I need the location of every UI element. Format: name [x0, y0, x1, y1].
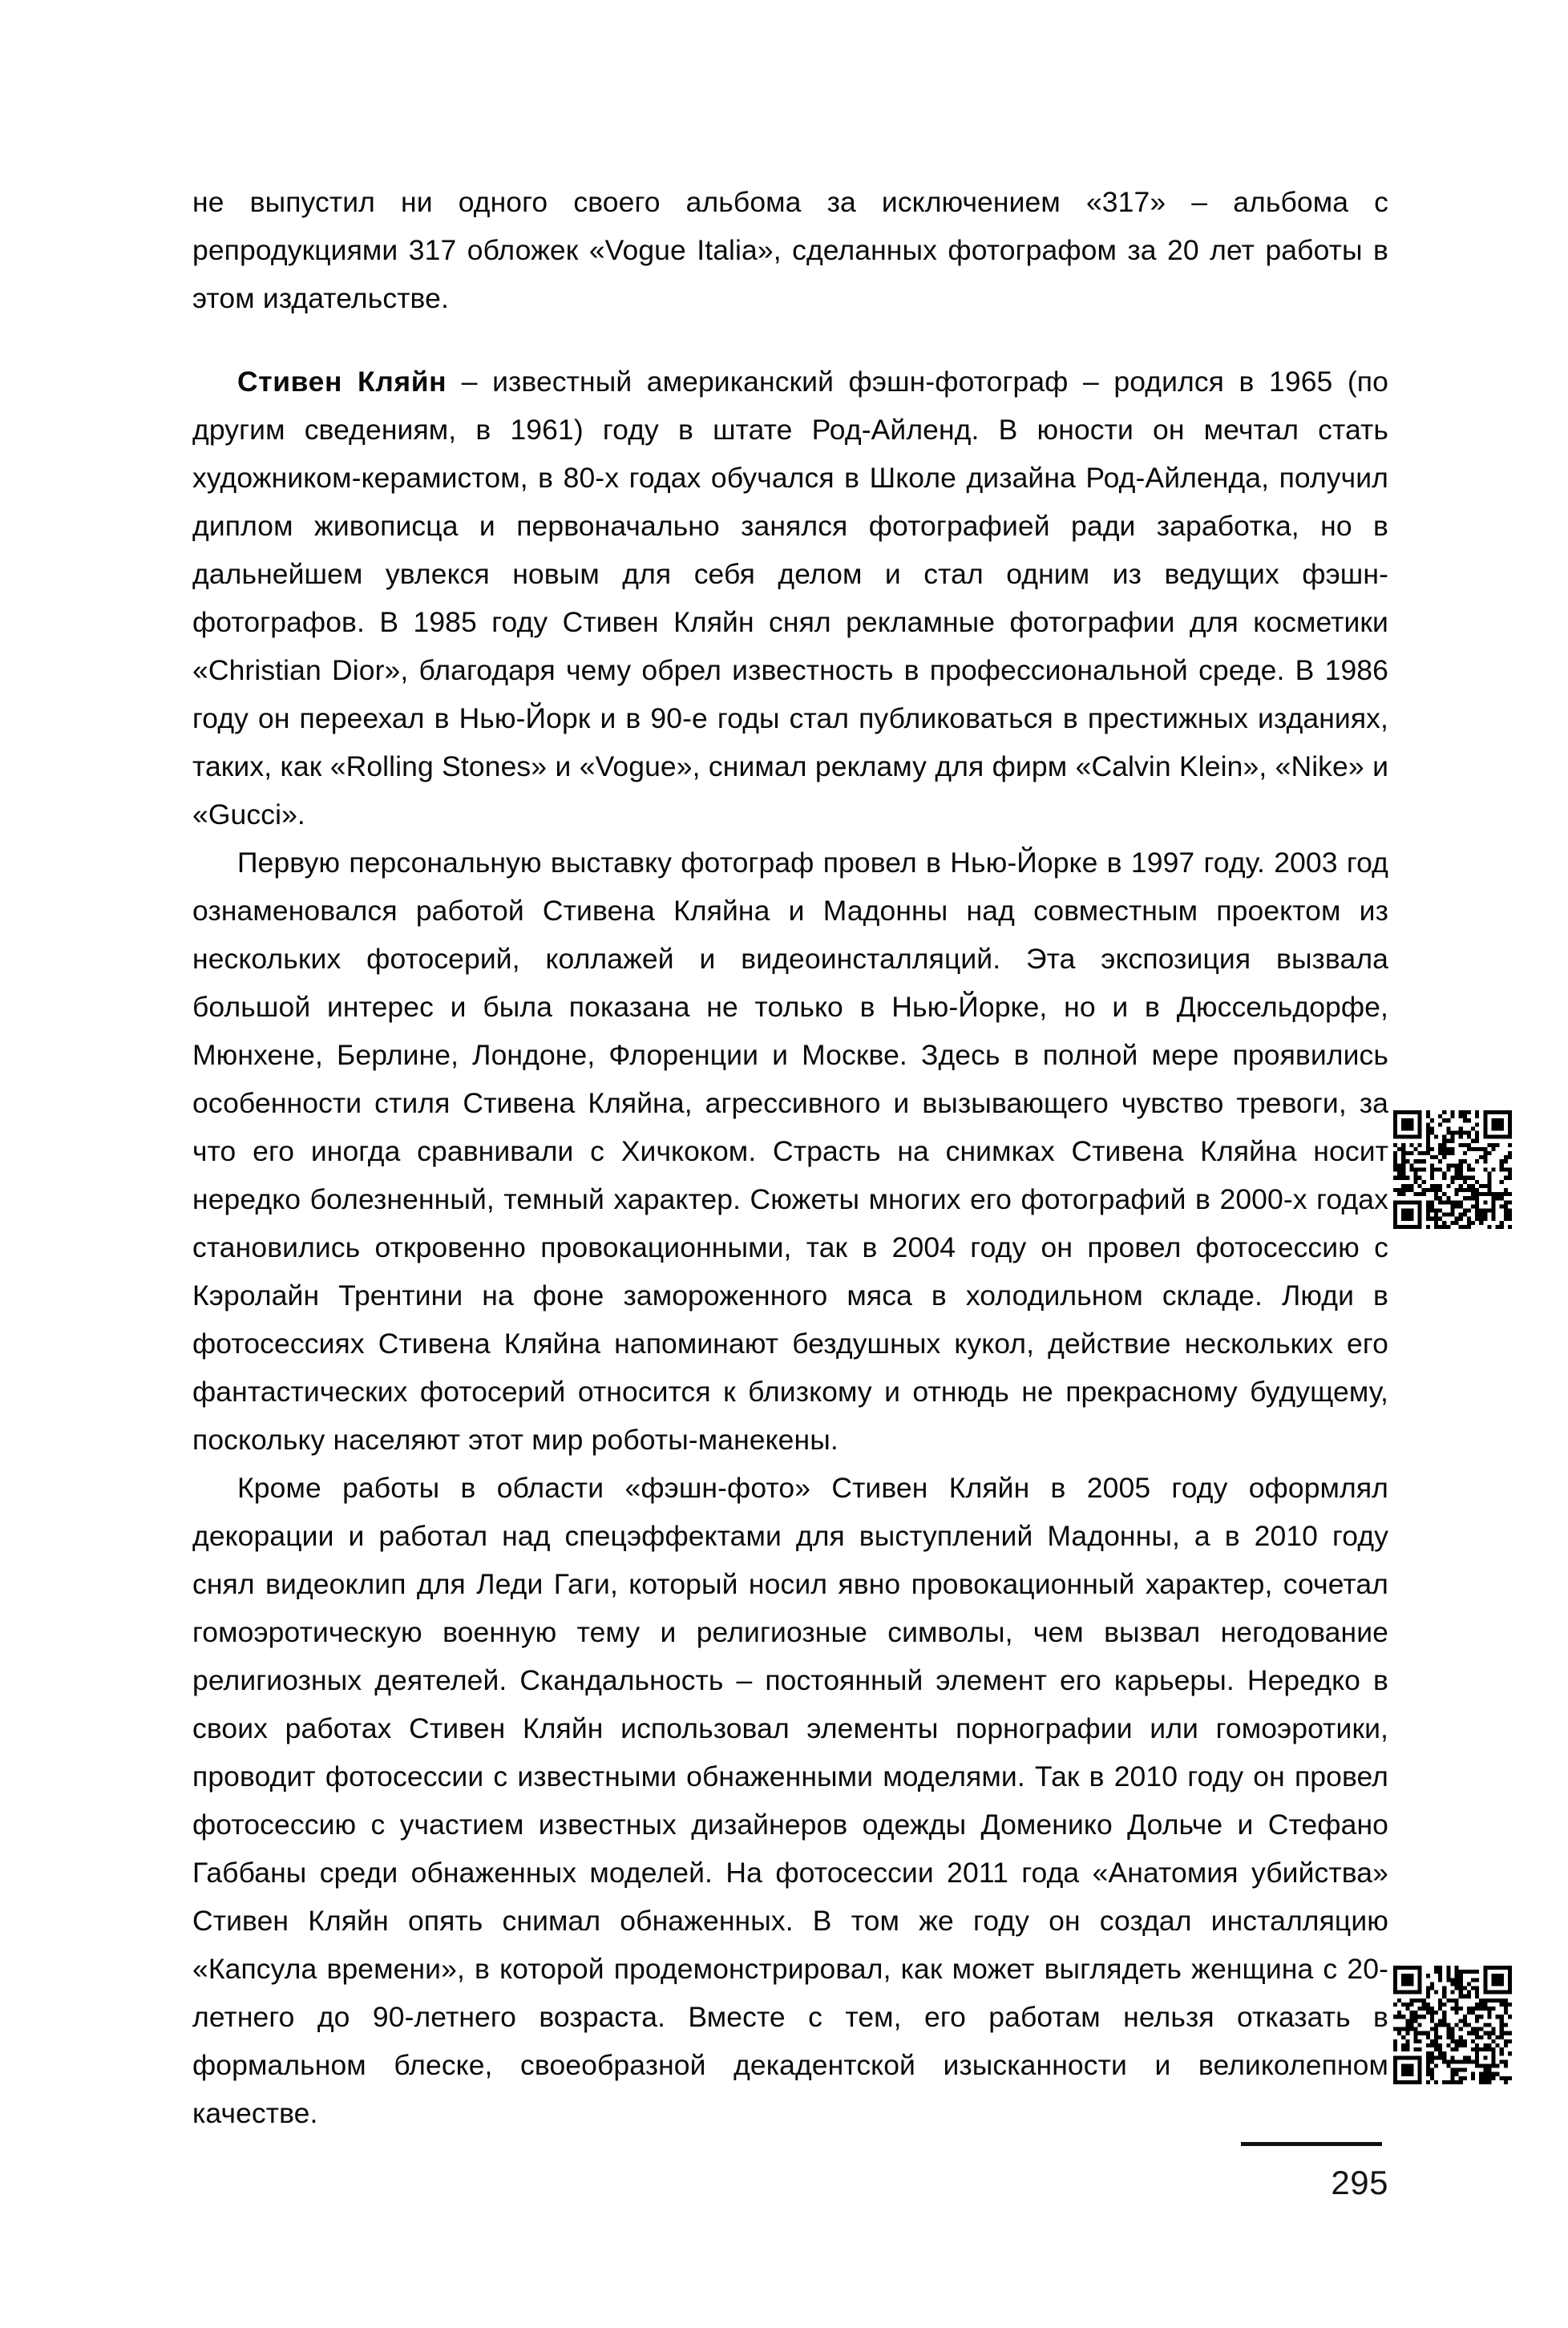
lead-name-steven-klein: Стивен Кляйн: [237, 366, 447, 398]
page-footer: [1241, 2142, 1388, 2202]
qr-code-bottom: [1393, 1966, 1512, 2084]
paragraph-text: Первую персональную выставку фотограф провел в Нью-Йорке в 1997 году. 2003 год ознаменовался работой Стивена Кляйна и Мадонны над совместным проектом из нескольких фотосерий, коллажей и видеоинсталляций. Эта экспозиция вызвала большой интерес и была показана не только в Нью-Йорке, но и в Дюссельдорфе, Мюнхене, Берлине, Лондоне, Флоренции и Москве. Здесь в полной мере проявились особенности стиля Стивена Кляйна, агрессивного и вызывающего чувство тревоги, за что его иногда сравнивали с Хичкоком. Страсть на снимках Стивена Кляйна носит нередко болезненный, темный характер. Сюжеты многих его фотографий в 2000-х годах становились откровенно провокационными, так в 2004 году он провел фотосессию с Кэролайн Трентини на фоне замороженного мяса в холодильном складе. Люди в фотосессиях Стивена Кляйна напоминают бездушных кукол, действие нескольких его фантастических фотосерий относится к близкому и отнюдь не прекрасному будущему, поскольку населяют этот мир роботы-манекены.: [192, 847, 1388, 1456]
paragraph-text: – известный американский фэшн-фотограф – родился в 1965 (по другим сведениям, в 1961) году в штате Род-Айленд. В юности он мечтал стать художником-керамистом, в 80-х годах обучался в Школе дизайна Род-Айленда, получил диплом живописца и первоначально занялся фотографией ради заработка, но в дальнейшем увлекся новым для себя делом и стал одним из ведущих фэшн-фотографов. В 1985 году Стивен Кляйн снял рекламные фотографии для косметики «Christian Dior», благодаря чему обрел известность в профессиональной среде. В 1986 году он переехал в Нью-Йорк и в 90-е годы стал публиковаться в престижных изданиях, таких, как «Rolling Stones» и «Vogue», снимал рекламу для фирм «Calvin Klein», «Nike» и «Gucci».: [192, 366, 1388, 831]
footer-divider: [1241, 2142, 1382, 2146]
paragraph-continued: [192, 178, 1388, 322]
paragraph-fashion-photo: [192, 1464, 1388, 2137]
paragraph-exhibitions: [192, 839, 1388, 1464]
paragraph-steven-klein-bio: [192, 358, 1388, 839]
paragraph-text: Кроме работы в области «фэшн-фото» Стивен Кляйн в 2005 году оформлял декорации и работал над спецэффектами для выступлений Мадонны, а в 2010 году снял видеоклип для Леди Гаги, который носил явно провокационный характер, сочетал гомоэротическую военную тему и религиозные символы, чем вызвал негодование религиозных деятелей. Скандальность – постоянный элемент его карьеры. Нередко в своих работах Стивен Кляйн использовал элементы порнографии или гомоэротики, проводит фотосессии с известными обнаженными моделями. Так в 2010 году он провел фотосессию с участием известных дизайнеров одежды Доменико Дольче и Стефано Габбаны среди обнаженных моделей. На фотосессии 2011 года «Анатомия убийства» Стивен Кляйн опять снимал обнаженных. В том же году он создал инсталляцию «Капсула времени», в которой продемонстрировал, как может выглядеть женщина с 20-летнего до 90-летнего возраста. Вместе с тем, его работам нельзя отказать в формальном блеске, своеобразной декадентской изысканности и великолепном качестве.: [192, 1472, 1388, 2129]
qr-code-top-canvas: [1393, 1110, 1512, 1229]
qr-code-top: [1393, 1110, 1512, 1229]
paragraph-text: не выпустил ни одного своего альбома за исключением «317» – альбома с репродукциями 317 обложек «Vogue Italia», сделанных фотографом за 20 лет работы в этом издательстве.: [192, 186, 1388, 314]
qr-code-bottom-canvas: [1393, 1966, 1512, 2084]
text-column: [192, 178, 1388, 2137]
page-number: 295: [1331, 2164, 1388, 2201]
